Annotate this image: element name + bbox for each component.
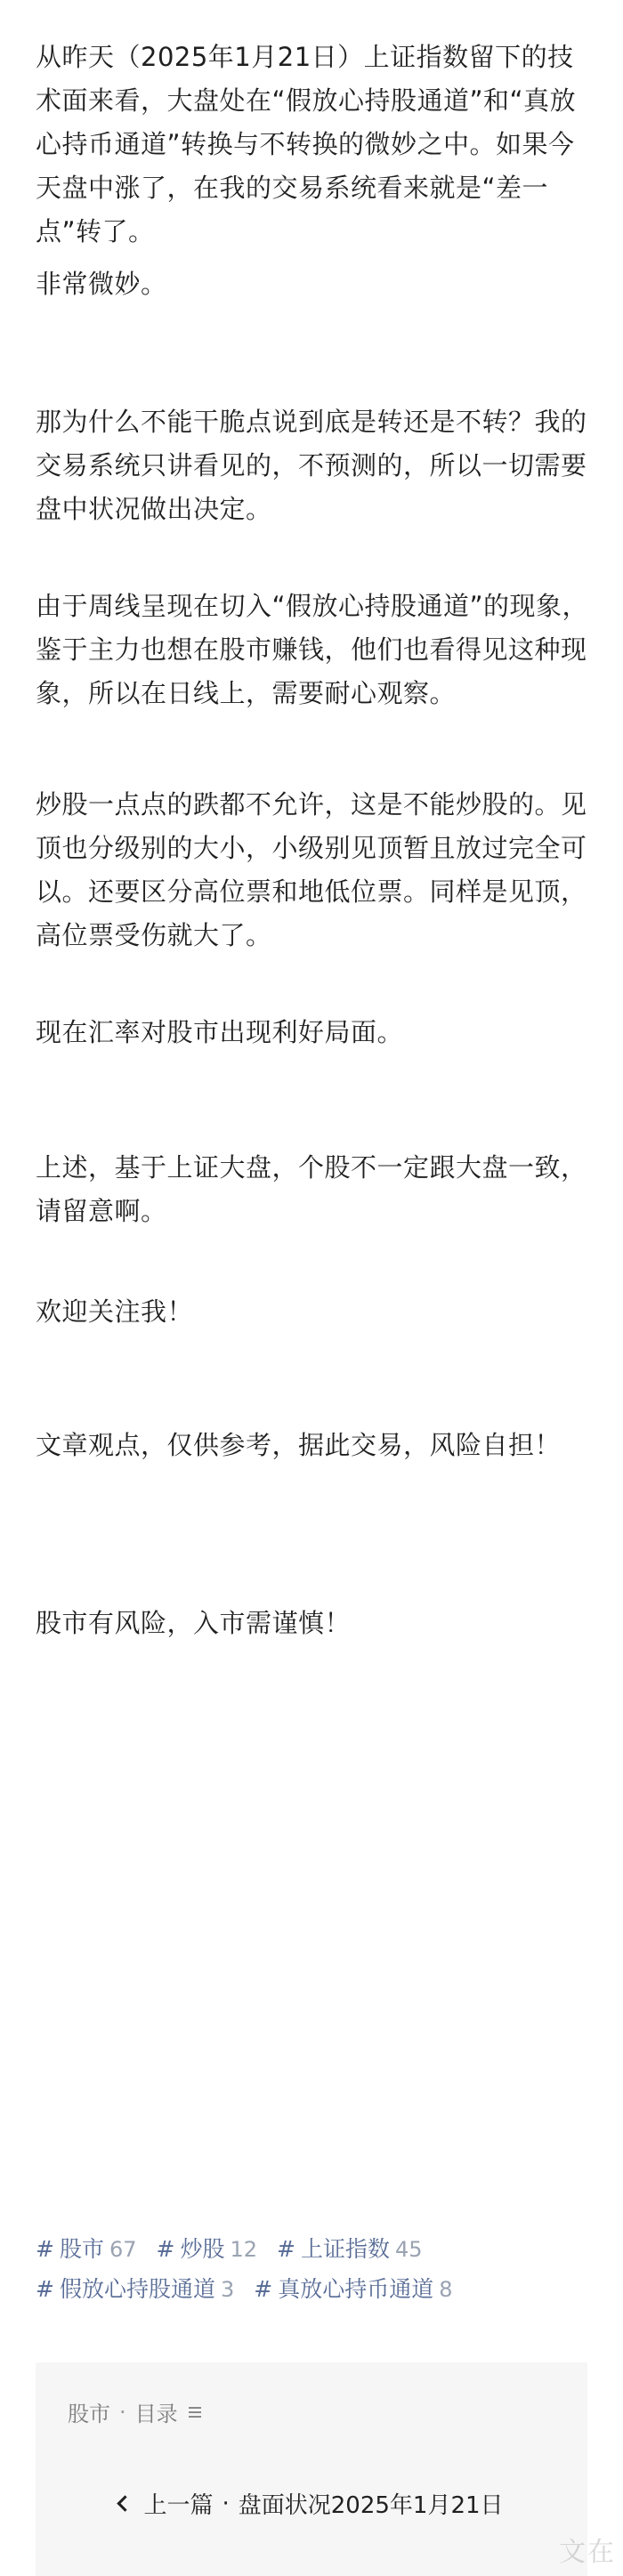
tag-count: 45 (395, 2237, 423, 2262)
tag-count: 3 (220, 2277, 235, 2302)
collection-breadcrumb[interactable] (68, 2396, 201, 2427)
tag-label: 股市 (59, 2236, 104, 2262)
tag-item[interactable] (277, 2233, 423, 2265)
prev-label: 上一篇 (143, 2492, 214, 2519)
paragraph-10: 股市有风险，入市需谨慎！ (36, 1608, 352, 1638)
prev-separator: · (222, 2490, 230, 2517)
chevron-left-icon (117, 2495, 134, 2511)
tag-label: 假放心持股通道 (59, 2276, 215, 2302)
paragraph-6: 现在汇率对股市出现利好局面。 (36, 1017, 404, 1047)
paragraph-1: 从昨天（2025年1月21日）上证指数留下的技术面来看，大盘处在“假放心持股通道”和“真放心持币通道”转换与不转换的微妙之中。如果今天盘中涨了，在我的交易系统看来就是“差一点”转了。 (36, 42, 577, 246)
menu-icon (189, 2407, 201, 2418)
paragraph-8: 欢迎关注我！ (36, 1296, 194, 1327)
collection-nav-card (36, 2362, 587, 2576)
prev-article-link[interactable] (36, 2487, 587, 2520)
paragraph-4: 由于周线呈现在切入“假放心持股通道”的现象，鉴于主力也想在股市赚钱，他们也看得见这种现象，所以在日线上，需要耐心观察。 (36, 591, 589, 708)
breadcrumb-separator: · (119, 2399, 126, 2425)
hash-icon: # (156, 2236, 175, 2262)
toc-link[interactable]: 目录 (134, 2402, 178, 2427)
tag-count: 8 (439, 2277, 453, 2302)
paragraph-7: 上述，基于上证大盘，个股不一定跟大盘一致，请留意啊。 (36, 1152, 587, 1226)
tag-count: 12 (230, 2237, 258, 2262)
tag-row-2 (36, 2273, 453, 2305)
watermark: 文在 (559, 2537, 616, 2568)
paragraph-5: 炒股一点点的跌都不允许，这是不能炒股的。见顶也分级别的大小，小级别见顶暂且放过完全可以。还要区分高位票和地低位票。同样是见顶，高位票受伤就大了。 (36, 789, 587, 950)
paragraph-3: 那为什么不能干脆点说到底是转还是不转？我的交易系统只讲看见的，不预测的，所以一切需要盘中状况做出决定。 (36, 407, 587, 524)
tag-item[interactable] (157, 2233, 258, 2265)
tag-label: 真放心持币通道 (278, 2276, 434, 2302)
hash-icon: # (277, 2236, 295, 2262)
tag-item[interactable] (254, 2273, 452, 2305)
prev-title: 盘面状况2025年1月21日 (238, 2492, 504, 2519)
tag-item[interactable] (36, 2273, 234, 2305)
paragraph-9: 文章观点，仅供参考，据此交易，风险自担！ (36, 1430, 562, 1460)
tag-row-1 (36, 2233, 423, 2265)
paragraph-2: 非常微妙。 (36, 269, 167, 299)
hash-icon: # (254, 2276, 273, 2302)
hash-icon: # (36, 2236, 54, 2262)
tag-item[interactable] (36, 2233, 137, 2265)
collection-name[interactable]: 股市 (68, 2402, 110, 2427)
tag-count: 67 (109, 2237, 137, 2262)
tag-label: 炒股 (180, 2236, 225, 2262)
hash-icon: # (36, 2276, 54, 2302)
tag-label: 上证指数 (300, 2236, 390, 2262)
